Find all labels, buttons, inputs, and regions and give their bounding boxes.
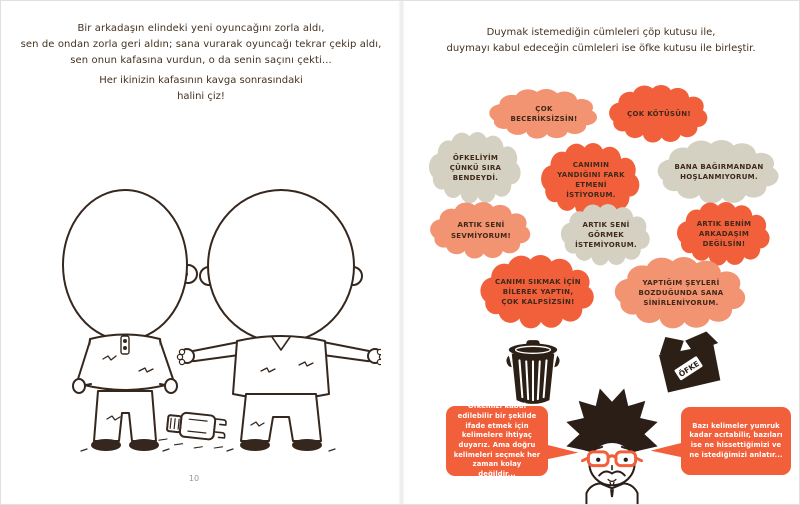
word-cloud bbox=[478, 255, 598, 329]
word-cloud bbox=[612, 257, 750, 329]
word-cloud bbox=[427, 132, 524, 204]
word-cloud bbox=[607, 85, 711, 143]
broken-toy-robot bbox=[158, 410, 226, 451]
kid-left-figure bbox=[63, 190, 197, 451]
left-page bbox=[1, 1, 401, 505]
header-line: Duymak istemediğin cümleleri çöp kutusu ile, bbox=[486, 27, 716, 38]
prompt-line: Bir arkadaşın elindeki yeni oyuncağını zorla aldı, bbox=[77, 23, 325, 34]
anger-box-label: ÖFKE bbox=[677, 359, 701, 379]
cloud-text: YAPTIĞIM ŞEYLERİ BOZDUĞUNDA SANA SİNİRLENİYORUM. bbox=[638, 278, 724, 308]
kids-illustration bbox=[41, 179, 381, 464]
right-page bbox=[401, 1, 800, 505]
cloud-text: ÖFKELİYİM ÇÜNKÜ SIRA BENDEYDİ. bbox=[449, 153, 502, 183]
mascot-character-illustration bbox=[553, 384, 671, 505]
page-number: 10 bbox=[188, 474, 200, 483]
activity-instruction bbox=[401, 25, 800, 57]
cloud-text: ÇOK KÖTÜSÜN! bbox=[627, 109, 691, 118]
word-cloud bbox=[428, 202, 534, 259]
cloud-text: ÇOK BECERİKSİZSİN! bbox=[510, 104, 578, 123]
speech-bubble-left-text: Öfkemizi kabul edilebilir bir şekilde ifade etmek için kelimelere ihtiyaç duyarız. Ama doğru kelimeleri seçmek her zaman kolay değildir... bbox=[453, 402, 541, 478]
cloud-text: CANIMI SIKMAK İÇİN BİLEREK YAPTIN, ÇOK KALPSİZSİN! bbox=[495, 277, 581, 307]
draw-instruction bbox=[1, 73, 401, 105]
cloud-text: BANA BAĞIRMANDAN HOŞLANMIYORUM. bbox=[674, 162, 764, 181]
cloud-text: ARTIK BENİM ARKADAŞIM DEĞİLSİN! bbox=[696, 219, 752, 249]
instruction-line: halini çiz! bbox=[177, 91, 225, 102]
cloud-text: CANIMIN YANDIĞINI FARK ETMENİ İSTİYORUM. bbox=[557, 160, 625, 200]
kid-right-figure bbox=[177, 190, 381, 451]
speech-bubble-right bbox=[681, 407, 791, 475]
story-prompt bbox=[1, 21, 401, 69]
instruction-line: Her ikinizin kafasının kavga sonrasındaki bbox=[99, 75, 303, 86]
prompt-line: sen de ondan zorla geri aldın; sana vurarak oyuncağı tekrar çekip aldı, bbox=[20, 39, 382, 50]
prompt-line: sen onun kafasına vurdun, o da senin saçını çekti... bbox=[70, 55, 332, 66]
cloud-text: ARTIK SENİ SEVMİYORUM! bbox=[450, 221, 512, 240]
speech-bubble-right-text: Bazı kelimeler yumruk kadar acıtabilir, bazıları ise ne hissettiğimizi ve ne istediğimizi anlatır... bbox=[689, 421, 783, 459]
word-cloud bbox=[655, 140, 783, 204]
speech-bubble-left bbox=[446, 402, 548, 478]
cloud-text: ARTIK SENİ GÖRMEK İSTEMİYORUM. bbox=[575, 220, 637, 250]
header-line: duymayı kabul edeceğin cümleleri ise öfke kutusu ile birleştir. bbox=[446, 43, 756, 54]
